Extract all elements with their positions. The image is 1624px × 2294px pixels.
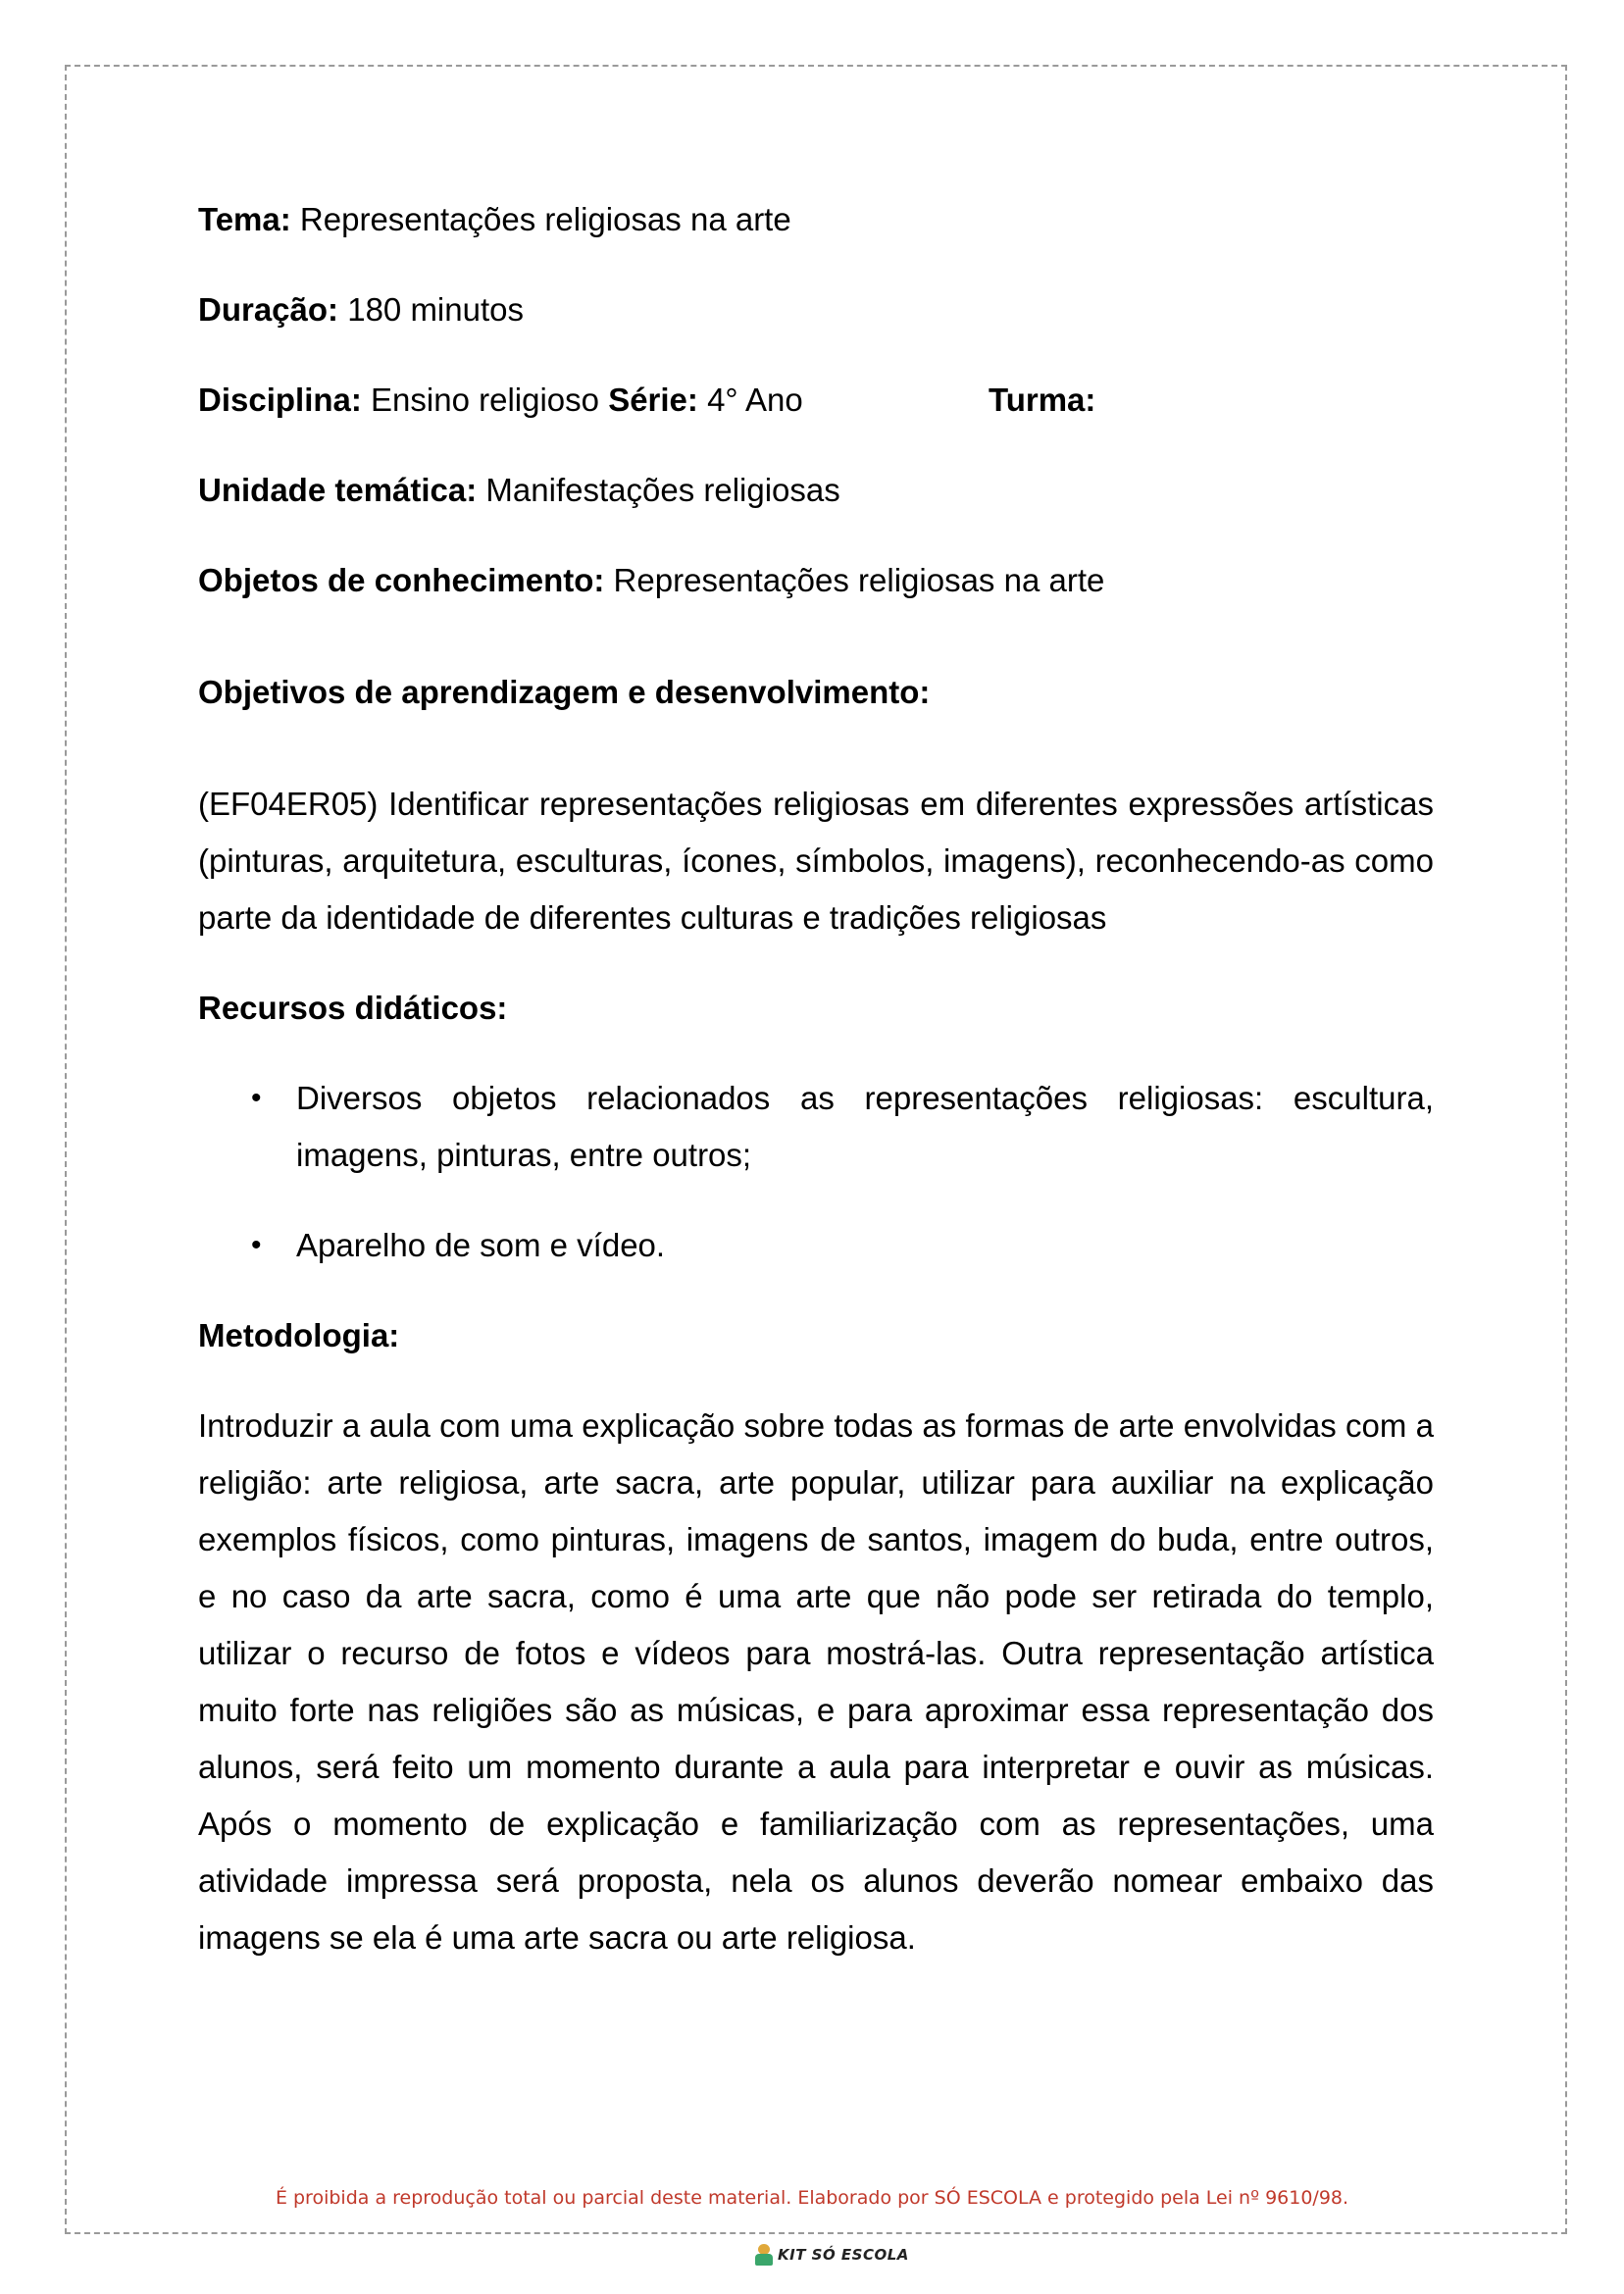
recursos-heading: Recursos didáticos: [198,990,508,1026]
lesson-plan-content [198,191,1434,1966]
serie-label: Série: [608,382,698,418]
tema-label: Tema: [198,201,291,237]
unidade-value: Manifestações religiosas [477,472,840,508]
bullet-icon: • [251,1082,262,1114]
disciplina-line [198,372,1434,429]
metodologia-text: Introduzir a aula com uma explicação sobre todas as formas de arte envolvidas com a religião: arte religiosa, arte sacra, arte popular, utilizar para auxiliar na explicação exemplos físicos, como pinturas, imagens de santos, imagem do buda, entre outros, e no caso da arte sacra, como é uma arte que não pode ser retirada do templo, utilizar o recurso de fotos e vídeos para mostrá-las. Outra representação artística muito forte nas religiões são as músicas, e para aproximar essa representação dos alunos, será feito um momento durante a aula para interpretar e ouvir as músicas. Após o momento de explicação e familiarização com as representações, uma atividade impressa será proposta, nela os alunos deverão nomear embaixo das imagens se ela é uma arte sacra ou arte religiosa. [198,1407,1434,1956]
objetos-value: Representações religiosas na arte [604,562,1105,598]
kit-so-escola-logo [755,2244,909,2266]
copyright-notice: É proibida a reprodução total ou parcial deste material. Elaborado por SÓ ESCOLA e protegido pela Lei nº 9610/98. [275,2187,1349,2209]
recursos-list [198,1070,1434,1274]
metodologia-heading: Metodologia: [198,1317,400,1353]
tema-line [198,191,1434,248]
unidade-label: Unidade temática: [198,472,478,508]
student-icon [755,2244,773,2266]
unidade-line [198,462,1434,519]
bullet-icon: • [251,1229,262,1261]
duracao-line [198,281,1434,338]
duracao-label: Duração: [198,291,339,328]
disciplina-value: Ensino religioso [361,382,609,418]
logo-text: KIT SÓ ESCOLA [778,2246,909,2264]
list-item: • Diversos objetos relacionados as representações religiosas: escultura, imagens, pinturas, entre outros; [198,1070,1434,1184]
objetos-label: Objetos de conhecimento: [198,562,605,598]
list-item: • Aparelho de som e vídeo. [198,1217,1434,1274]
duracao-value: 180 minutos [338,291,524,328]
objetivos-text: (EF04ER05) Identificar representações religiosas em diferentes expressões artísticas (pinturas, arquitetura, esculturas, ícones, símbolos, imagens), reconhecendo-as como parte da identidade de diferentes culturas e tradições religiosas [198,786,1434,936]
tema-value: Representações religiosas na arte [290,201,791,237]
objetivos-heading: Objetivos de aprendizagem e desenvolvimento: [198,674,931,710]
serie-value: 4° Ano [697,382,803,418]
objetos-line [198,552,1434,609]
disciplina-label: Disciplina: [198,382,362,418]
turma-label: Turma: [989,382,1096,418]
